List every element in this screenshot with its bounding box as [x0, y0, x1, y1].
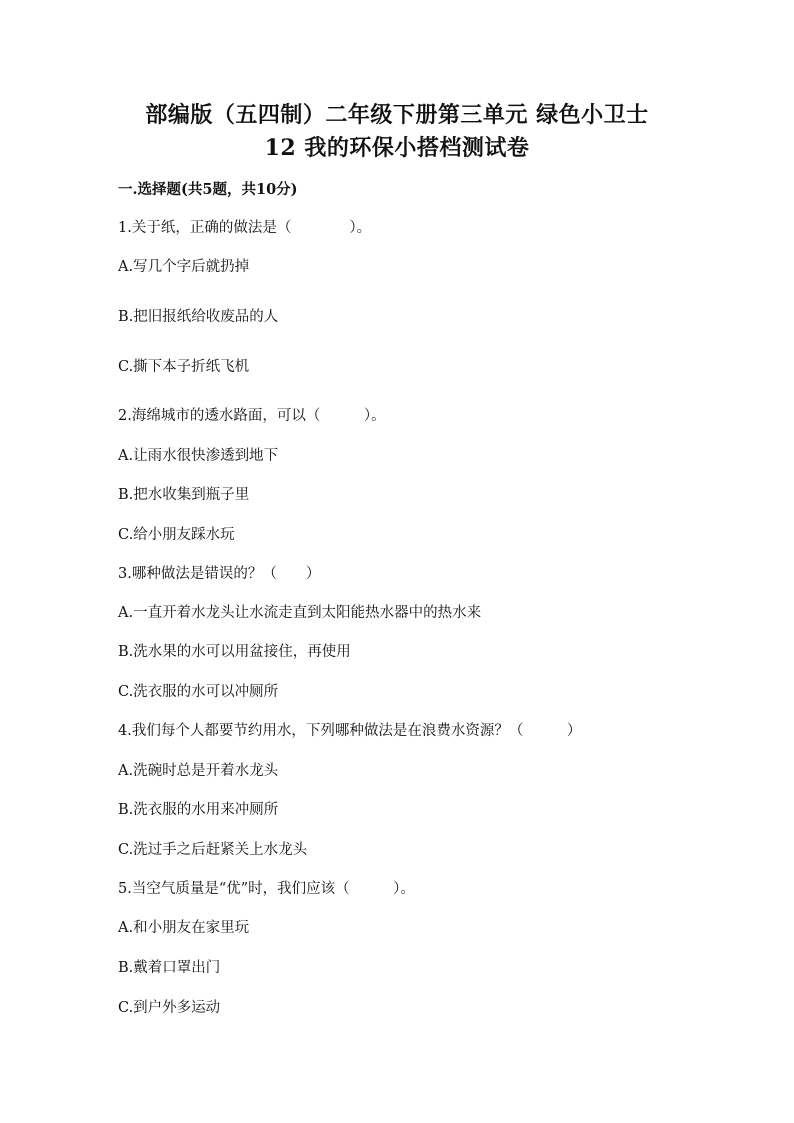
question-2-stem: 2.海绵城市的透水路面，可以（ ）。 — [118, 408, 386, 424]
question-5-option-b: B.戴着口罩出门 — [118, 960, 221, 976]
question-1-option-a: A.写几个字后就扔掉 — [118, 259, 250, 275]
document-title-line-1: 部编版（五四制）二年级下册第三单元 绿色小卫士 — [145, 102, 649, 128]
question-4-option-c: C.洗过手之后赶紧关上水龙头 — [118, 842, 308, 858]
question-4-option-b: B.洗衣服的水用来冲厕所 — [118, 802, 279, 818]
document-title-line-2: 12 我的环保小搭档测试卷 — [264, 135, 530, 161]
question-3-option-b: B.洗水果的水可以用盆接住，再使用 — [118, 644, 351, 660]
question-4-stem: 4.我们每个人都要节约用水，下列哪种做法是在浪费水资源？（ ） — [118, 723, 582, 739]
question-3-stem: 3.哪种做法是错误的？（ ） — [118, 566, 321, 582]
question-2-option-c: C.给小朋友踩水玩 — [118, 527, 235, 543]
question-5-option-c: C.到户外多运动 — [118, 1000, 221, 1016]
question-3-option-c: C.洗衣服的水可以冲厕所 — [118, 684, 279, 700]
question-1-option-b: B.把旧报纸给收废品的人 — [118, 309, 279, 325]
section-heading: 一.选择题(共5题，共10分) — [118, 181, 298, 198]
question-1-option-c: C.撕下本子折纸飞机 — [118, 359, 250, 375]
question-2-option-b: B.把水收集到瓶子里 — [118, 487, 250, 503]
question-5-stem: 5.当空气质量是“优”时，我们应该（ ）。 — [118, 881, 415, 897]
question-5-option-a: A.和小朋友在家里玩 — [118, 920, 250, 936]
question-4-option-a: A.洗碗时总是开着水龙头 — [118, 763, 279, 779]
question-3-option-a: A.一直开着水龙头让水流走直到太阳能热水器中的热水来 — [118, 605, 482, 621]
question-1-stem: 1.关于纸，正确的做法是（ ）。 — [118, 220, 372, 236]
question-2-option-a: A.让雨水很快渗透到地下 — [118, 448, 279, 464]
